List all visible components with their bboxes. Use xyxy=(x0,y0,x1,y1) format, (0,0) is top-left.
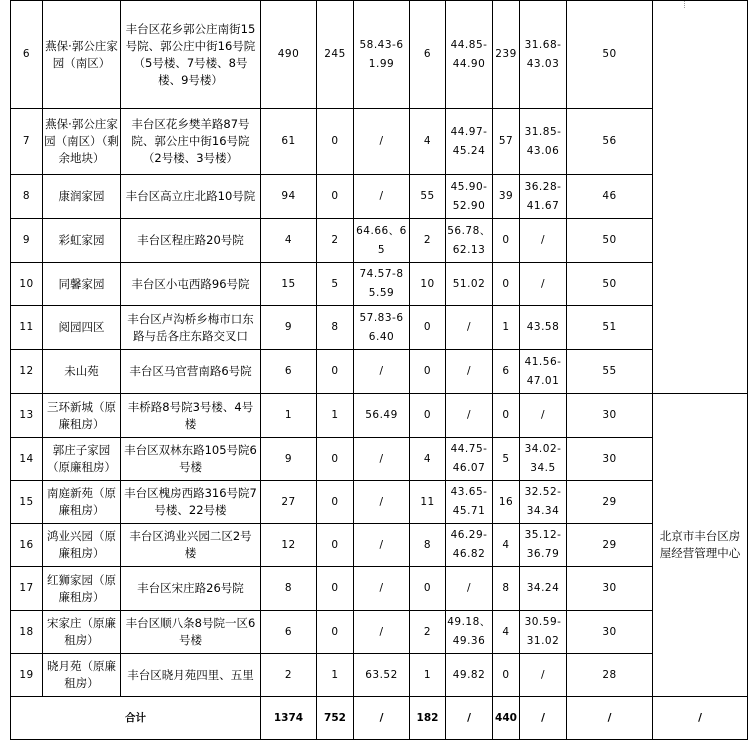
type-c-count: 0 xyxy=(493,654,520,697)
type-b-area: 51.02 xyxy=(446,263,493,306)
row-number: 18 xyxy=(11,611,43,654)
type-a-area: / xyxy=(354,524,410,567)
type-c-area: 34.24 xyxy=(520,567,567,611)
type-a-count: 0 xyxy=(317,109,354,175)
total-units: 94 xyxy=(261,175,317,219)
total-units: 6 xyxy=(261,350,317,394)
totals-type-c-count: 440 xyxy=(493,697,520,740)
type-c-area: 31.85-43.06 xyxy=(520,109,567,175)
type-c-count: 4 xyxy=(493,524,520,567)
total-units: 6 xyxy=(261,611,317,654)
lease-years: 51 xyxy=(567,306,653,350)
type-a-count: 0 xyxy=(317,567,354,611)
lease-years: 29 xyxy=(567,481,653,524)
project-name: 南庭新苑（原廉租房） xyxy=(43,481,121,524)
type-c-area: / xyxy=(520,219,567,263)
row-number: 12 xyxy=(11,350,43,394)
type-b-area: 45.90-52.90 xyxy=(446,175,493,219)
type-b-count: 0 xyxy=(410,306,446,350)
type-c-area: / xyxy=(520,263,567,306)
totals-type-c-area: / xyxy=(520,697,567,740)
row-number: 14 xyxy=(11,438,43,481)
project-name: 红狮家园（原廉租房） xyxy=(43,567,121,611)
type-b-count: 0 xyxy=(410,567,446,611)
table-row xyxy=(11,524,748,567)
total-units: 8 xyxy=(261,567,317,611)
type-b-count: 4 xyxy=(410,109,446,175)
lease-years: 30 xyxy=(567,611,653,654)
lease-years: 30 xyxy=(567,567,653,611)
manager-cell-blank xyxy=(653,1,748,394)
project-name: 郭庄子家园（原廉租房） xyxy=(43,438,121,481)
type-b-area: / xyxy=(446,306,493,350)
type-a-count: 1 xyxy=(317,654,354,697)
type-b-area: 49.18、49.36 xyxy=(446,611,493,654)
total-units: 9 xyxy=(261,306,317,350)
type-c-area: 32.52-34.34 xyxy=(520,481,567,524)
lease-years: 56 xyxy=(567,109,653,175)
type-a-count: 1 xyxy=(317,394,354,438)
type-a-area: / xyxy=(354,109,410,175)
table-row xyxy=(11,481,748,524)
type-a-area: / xyxy=(354,350,410,394)
row-number: 10 xyxy=(11,263,43,306)
type-b-count: 2 xyxy=(410,611,446,654)
type-b-count: 10 xyxy=(410,263,446,306)
project-address: 丰台区双林东路105号院6号楼 xyxy=(121,438,261,481)
project-name: 三环新城（原廉租房） xyxy=(43,394,121,438)
project-name: 鸿业兴园（原廉租房） xyxy=(43,524,121,567)
totals-type-b-area: / xyxy=(446,697,493,740)
type-c-area: 43.58 xyxy=(520,306,567,350)
totals-manager: / xyxy=(653,697,748,740)
type-c-area: 36.28-41.67 xyxy=(520,175,567,219)
type-c-area: 41.56-47.01 xyxy=(520,350,567,394)
total-units: 4 xyxy=(261,219,317,263)
type-a-area: 64.66、65 xyxy=(354,219,410,263)
lease-years: 30 xyxy=(567,438,653,481)
table-row xyxy=(11,567,748,611)
project-name: 未山苑 xyxy=(43,350,121,394)
type-a-area: 57.83-66.40 xyxy=(354,306,410,350)
table-row xyxy=(11,219,748,263)
type-a-count: 8 xyxy=(317,306,354,350)
lease-years: 55 xyxy=(567,350,653,394)
type-a-area: 58.43-61.99 xyxy=(354,1,410,109)
row-number: 9 xyxy=(11,219,43,263)
housing-table xyxy=(10,0,748,740)
type-b-area: 56.78、62.13 xyxy=(446,219,493,263)
type-a-area: / xyxy=(354,567,410,611)
type-b-area: / xyxy=(446,394,493,438)
project-name: 晓月苑（原廉租房） xyxy=(43,654,121,697)
project-address: 丰桥路8号院3号楼、4号楼 xyxy=(121,394,261,438)
type-b-count: 8 xyxy=(410,524,446,567)
table-row xyxy=(11,175,748,219)
row-number: 8 xyxy=(11,175,43,219)
type-a-count: 245 xyxy=(317,1,354,109)
totals-type-a-count: 752 xyxy=(317,697,354,740)
project-name: 阅园四区 xyxy=(43,306,121,350)
type-a-area: 56.49 xyxy=(354,394,410,438)
type-b-area: 46.29-46.82 xyxy=(446,524,493,567)
type-c-count: 5 xyxy=(493,438,520,481)
type-a-count: 0 xyxy=(317,438,354,481)
total-units: 61 xyxy=(261,109,317,175)
table-row xyxy=(11,306,748,350)
project-address: 丰台区卢沟桥乡梅市口东路与岳各庄东路交叉口 xyxy=(121,306,261,350)
table-row xyxy=(11,611,748,654)
totals-label: 合计 xyxy=(11,697,261,740)
type-a-count: 0 xyxy=(317,524,354,567)
type-c-count: 1 xyxy=(493,306,520,350)
type-a-count: 5 xyxy=(317,263,354,306)
type-b-area: 44.85-44.90 xyxy=(446,1,493,109)
project-address: 丰台区小屯西路96号院 xyxy=(121,263,261,306)
type-c-count: 57 xyxy=(493,109,520,175)
type-c-area: 34.02-34.5 xyxy=(520,438,567,481)
totals-lease-years: / xyxy=(567,697,653,740)
project-name: 燕保·郭公庄家园（南区） xyxy=(43,1,121,109)
row-number: 6 xyxy=(11,1,43,109)
type-c-count: 4 xyxy=(493,611,520,654)
totals-row xyxy=(11,697,748,740)
type-a-area: / xyxy=(354,611,410,654)
lease-years: 50 xyxy=(567,1,653,109)
project-name: 康润家园 xyxy=(43,175,121,219)
total-units: 1 xyxy=(261,394,317,438)
type-b-count: 1 xyxy=(410,654,446,697)
type-c-count: 8 xyxy=(493,567,520,611)
project-name: 宋家庄（原廉租房） xyxy=(43,611,121,654)
totals-units: 1374 xyxy=(261,697,317,740)
type-b-count: 2 xyxy=(410,219,446,263)
type-c-area: / xyxy=(520,394,567,438)
row-number: 16 xyxy=(11,524,43,567)
row-number: 19 xyxy=(11,654,43,697)
table-row xyxy=(11,109,748,175)
type-b-count: 0 xyxy=(410,350,446,394)
type-c-area: / xyxy=(520,654,567,697)
project-address: 丰台区花乡郭公庄南街15号院、郭公庄中街16号院（5号楼、7号楼、8号楼、9号楼） xyxy=(121,1,261,109)
table-row xyxy=(11,394,748,438)
project-address: 丰台区宋庄路26号院 xyxy=(121,567,261,611)
type-c-count: 0 xyxy=(493,394,520,438)
project-address: 丰台区马官营南路6号院 xyxy=(121,350,261,394)
lease-years: 46 xyxy=(567,175,653,219)
totals-type-b-count: 182 xyxy=(410,697,446,740)
total-units: 27 xyxy=(261,481,317,524)
project-address: 丰台区顺八条8号院一区6号楼 xyxy=(121,611,261,654)
table-row xyxy=(11,350,748,394)
type-c-count: 16 xyxy=(493,481,520,524)
type-c-count: 0 xyxy=(493,263,520,306)
project-name: 同馨家园 xyxy=(43,263,121,306)
row-number: 11 xyxy=(11,306,43,350)
table-row xyxy=(11,1,748,109)
type-b-area: 44.75-46.07 xyxy=(446,438,493,481)
type-a-area: / xyxy=(354,438,410,481)
type-a-count: 0 xyxy=(317,481,354,524)
project-address: 丰台区高立庄北路10号院 xyxy=(121,175,261,219)
type-a-count: 0 xyxy=(317,611,354,654)
lease-years: 29 xyxy=(567,524,653,567)
type-a-area: / xyxy=(354,481,410,524)
project-address: 丰台区晓月苑四里、五里 xyxy=(121,654,261,697)
project-address: 丰台区鸿业兴园二区2号楼 xyxy=(121,524,261,567)
row-number: 17 xyxy=(11,567,43,611)
table-body xyxy=(11,1,748,740)
type-c-count: 0 xyxy=(493,219,520,263)
lease-years: 50 xyxy=(567,263,653,306)
type-a-count: 2 xyxy=(317,219,354,263)
type-a-count: 0 xyxy=(317,350,354,394)
type-a-area: 63.52 xyxy=(354,654,410,697)
type-a-area: / xyxy=(354,175,410,219)
type-b-area: 49.82 xyxy=(446,654,493,697)
project-address: 丰台区程庄路20号院 xyxy=(121,219,261,263)
type-b-area: 44.97-45.24 xyxy=(446,109,493,175)
type-c-area: 30.59-31.02 xyxy=(520,611,567,654)
manager-name: 北京市丰台区房屋经营管理中心 xyxy=(653,394,748,697)
type-c-count: 239 xyxy=(493,1,520,109)
project-name: 彩虹家园 xyxy=(43,219,121,263)
type-b-count: 6 xyxy=(410,1,446,109)
project-name: 燕保·郭公庄家园（南区）（剩余地块） xyxy=(43,109,121,175)
type-c-area: 35.12-36.79 xyxy=(520,524,567,567)
type-b-area: 43.65-45.71 xyxy=(446,481,493,524)
type-b-count: 0 xyxy=(410,394,446,438)
type-b-count: 55 xyxy=(410,175,446,219)
row-number: 13 xyxy=(11,394,43,438)
type-b-count: 11 xyxy=(410,481,446,524)
type-c-area: 31.68-43.03 xyxy=(520,1,567,109)
row-number: 15 xyxy=(11,481,43,524)
total-units: 15 xyxy=(261,263,317,306)
totals-type-a-area: / xyxy=(354,697,410,740)
type-a-count: 0 xyxy=(317,175,354,219)
type-a-area: 74.57-85.59 xyxy=(354,263,410,306)
table-row xyxy=(11,654,748,697)
type-c-count: 6 xyxy=(493,350,520,394)
table-row xyxy=(11,438,748,481)
total-units: 490 xyxy=(261,1,317,109)
total-units: 12 xyxy=(261,524,317,567)
type-b-area: / xyxy=(446,350,493,394)
type-b-count: 4 xyxy=(410,438,446,481)
lease-years: 30 xyxy=(567,394,653,438)
type-c-count: 39 xyxy=(493,175,520,219)
total-units: 2 xyxy=(261,654,317,697)
lease-years: 28 xyxy=(567,654,653,697)
project-address: 丰台区花乡樊羊路87号院、郭公庄中街16号院（2号楼、3号楼） xyxy=(121,109,261,175)
row-number: 7 xyxy=(11,109,43,175)
project-address: 丰台区槐房西路316号院7号楼、22号楼 xyxy=(121,481,261,524)
lease-years: 50 xyxy=(567,219,653,263)
total-units: 9 xyxy=(261,438,317,481)
table-row xyxy=(11,263,748,306)
type-b-area: / xyxy=(446,567,493,611)
